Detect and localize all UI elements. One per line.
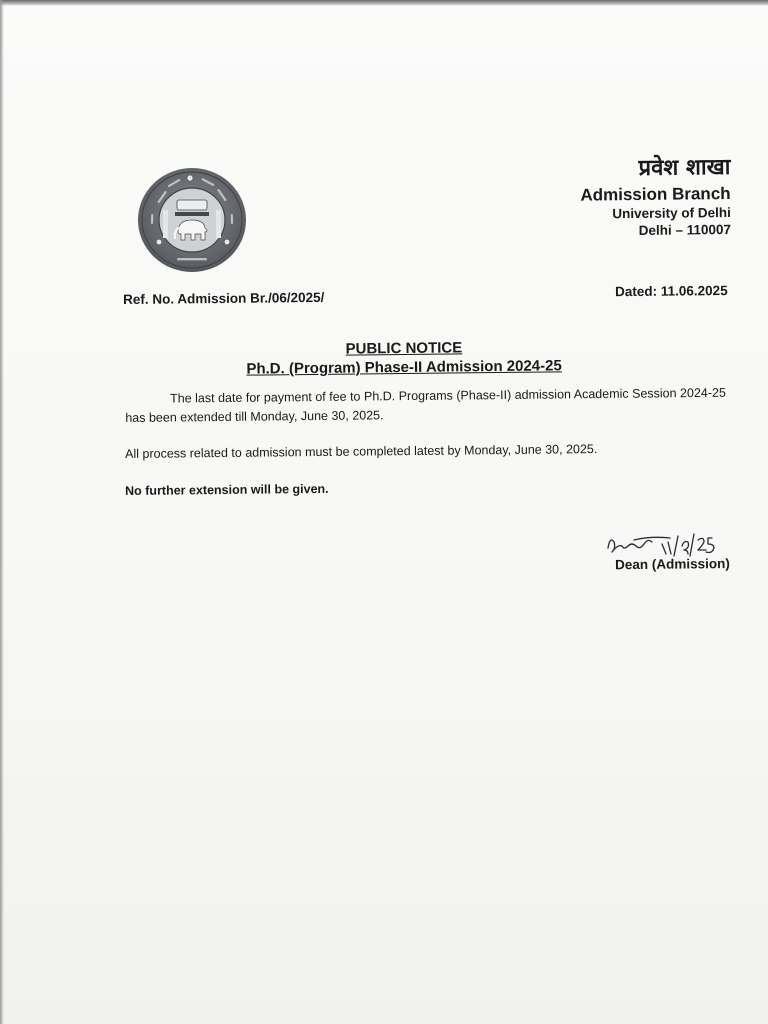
hindi-branch-title: प्रवेश शाखा — [638, 155, 731, 181]
scan-top-edge — [0, 0, 768, 6]
scan-left-edge — [0, 0, 4, 1024]
university-address: Delhi – 110007 — [638, 221, 731, 238]
notice-paragraph: The last date for payment of fee to Ph.D. Programs (Phase-II) admission Academic Session 2024-25 has been extended till Monday, June 30, 2025. — [125, 385, 726, 425]
office-header — [580, 155, 731, 240]
signatory-title: Dean (Admission) — [615, 556, 731, 573]
reference-number: Ref. No. Admission Br./06/2025/ — [123, 289, 325, 307]
notice-paragraph: All process related to admission must be completed latest by Monday, June 30, 2025. — [125, 442, 598, 461]
notice-subheading: Ph.D. (Program) Phase-II Admission 2024-25 — [246, 357, 562, 378]
branch-title: Admission Branch — [580, 183, 731, 205]
notice-final-line: No further extension will be given. — [125, 481, 329, 498]
notice-date: Dated: 11.06.2025 — [615, 283, 729, 300]
university-name: University of Delhi — [611, 204, 731, 222]
notice-title-block — [0, 335, 768, 381]
notice-heading: PUBLIC NOTICE — [345, 339, 463, 358]
university-seal-icon — [137, 166, 247, 274]
